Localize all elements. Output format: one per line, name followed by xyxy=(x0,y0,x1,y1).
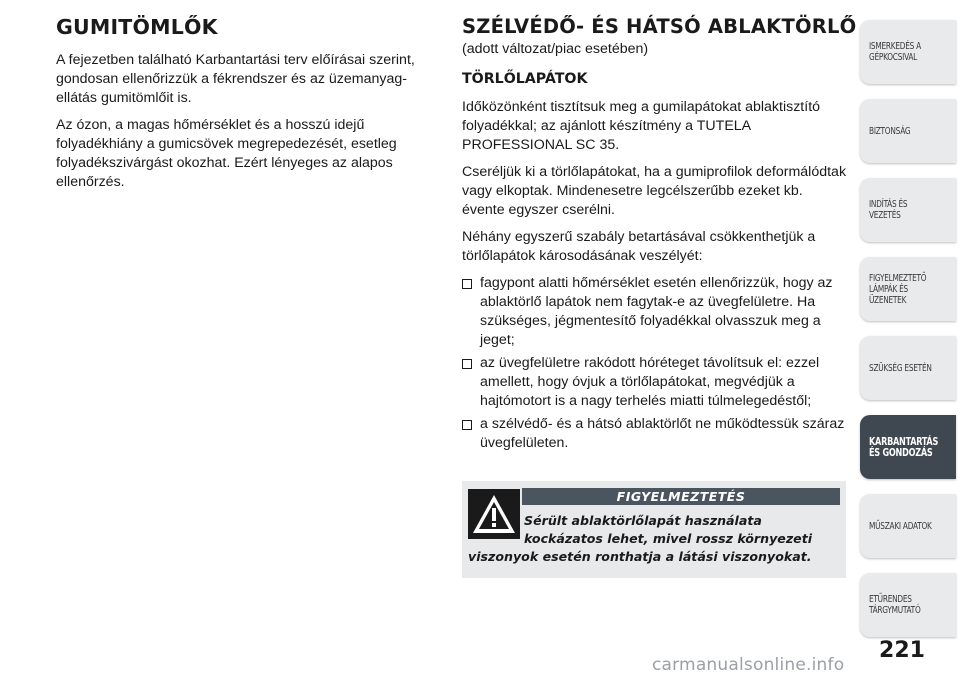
section-title-hoses: GUMITÖMLŐK xyxy=(56,15,218,39)
list-item xyxy=(462,354,848,411)
checkbox-bullet-icon xyxy=(462,420,472,430)
tab-getting-to-know[interactable]: ISMERKEDÉS A GÉPKOCSIVAL xyxy=(860,20,956,84)
paragraph: A fejezetben található Karbantartási terv előírásai szerint, gondosan ellenőrizzük a fékrendszer és az üzemanyag-ellátás gumitömlőit is. xyxy=(56,52,415,106)
paragraph: Néhány egyszerű szabály betartásával csökkenthetjük a törlőlapátok károsodásának veszélyét: xyxy=(462,229,816,264)
bullet-list xyxy=(462,274,848,453)
tab-index[interactable]: ETŰRENDES TÁRGYMUTATÓ xyxy=(860,573,956,637)
warning-line: Sérült ablaktörlőlapát használata xyxy=(524,513,762,528)
subsection-heading: TÖRLŐLAPÁTOK xyxy=(462,71,588,87)
paragraph: Az ózon, a magas hőmérséklet és a hosszú idejű folyadékhiány a gumicsövek megrepedezését, esetleg folyadékszivárgást okozhat. Ezért lényeges az alapos ellenőrzés. xyxy=(56,117,397,190)
chapter-tabs xyxy=(856,0,960,678)
watermark: carmanualsonline.info xyxy=(652,655,845,675)
warning-line: viszonyok esetén ronthatja a látási viszonyokat. xyxy=(468,549,812,564)
warning-box xyxy=(462,481,846,578)
tab-starting-driving[interactable]: INDÍTÁS ÉS VEZETÉS xyxy=(860,178,956,242)
right-column xyxy=(462,14,857,457)
left-column xyxy=(56,14,436,200)
tab-warning-lights[interactable]: FIGYELMEZTETŐ LÁMPÁK ÉS ÜZENETEK xyxy=(860,257,956,321)
list-item xyxy=(462,274,848,350)
warning-heading: FIGYELMEZTETÉS xyxy=(522,488,840,505)
warning-line: kockázatos lehet, mivel rossz környezeti xyxy=(524,531,813,546)
section-subtitle: (adott változat/piac esetében) xyxy=(462,41,649,57)
paragraph: Cseréljük ki a törlőlapátokat, ha a gumiprofilok deformálódtak vagy elkoptak. Mindenesetre legcélszerűbb ezeket kb. évente egyszer cserélni. xyxy=(462,164,847,218)
tab-maintenance[interactable]: KARBANTARTÁS ÉS GONDOZÁS xyxy=(860,415,956,479)
list-item xyxy=(462,415,848,453)
checkbox-bullet-icon xyxy=(462,359,472,369)
warning-text xyxy=(468,512,844,566)
paragraph: Időközönként tisztítsuk meg a gumilapátokat ablaktisztító folyadékkal; az ajánlott készítmény a TUTELA PROFESSIONAL SC 35. xyxy=(462,99,821,153)
checkbox-bullet-icon xyxy=(462,279,472,289)
tab-safety[interactable]: BIZTONSÁG xyxy=(860,99,956,163)
section-title-wipers: SZÉLVÉDŐ- ÉS HÁTSÓ ABLAKTÖRLŐ xyxy=(462,15,857,38)
tab-technical-data[interactable]: MŰSZAKI ADATOK xyxy=(860,494,956,558)
list-item-text: fagypont alatti hőmérséklet esetén ellenőrizzük, hogy az ablaktörlő lapátok nem fagytak-e az üvegfelületre. Ha szükséges, jégmentesítő folyadékkal olvasszuk meg a jeget; xyxy=(480,275,833,348)
page-number: 221 xyxy=(879,638,925,663)
list-item-text: az üvegfelületre rakódott hóréteget távolítsuk el: ezzel amellett, hogy óvjuk a törlőlapátokat, megvédjük a hajtómotort is a nagy terhelés miatti túlmelegedéstől; xyxy=(480,355,820,409)
list-item-text: a szélvédő- és a hátsó ablaktörlőt ne működtessük száraz üvegfelületen. xyxy=(480,416,845,451)
tab-emergency[interactable]: SZÜKSÉG ESETÉN xyxy=(860,336,956,400)
